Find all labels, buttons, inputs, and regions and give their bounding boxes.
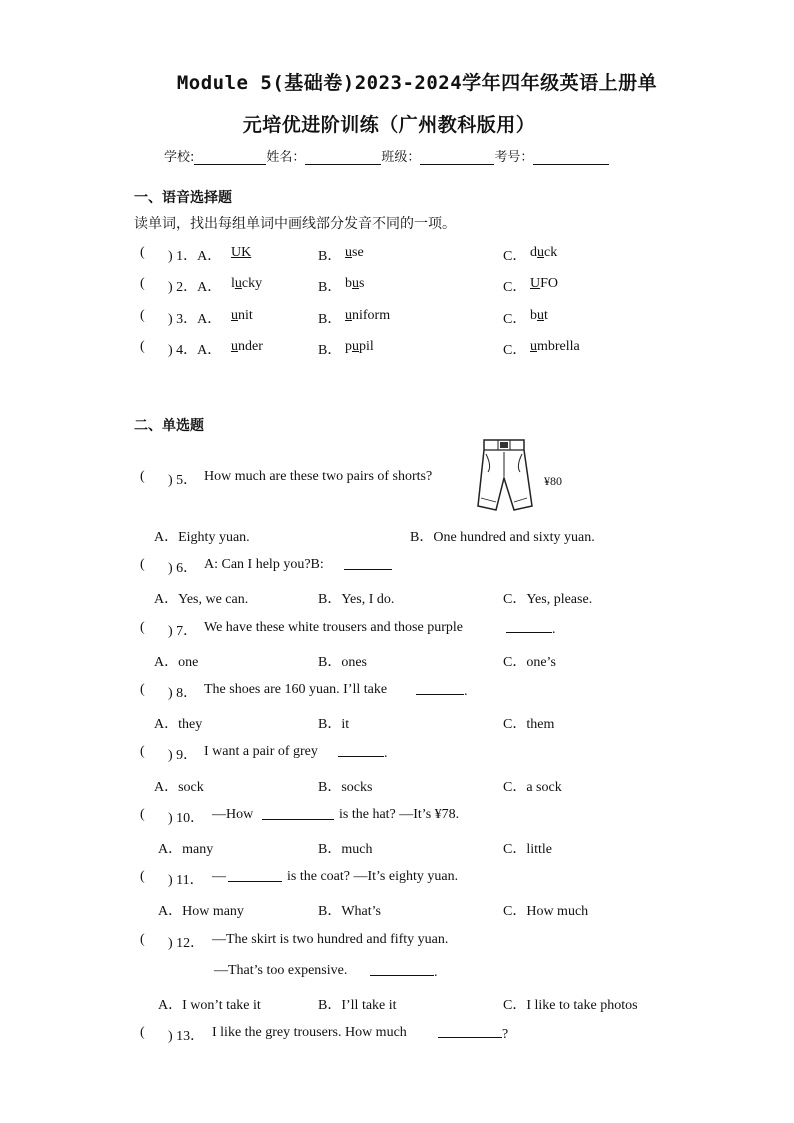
option-c[interactable]: UFO — [530, 276, 559, 291]
fill-blank[interactable] — [438, 1025, 502, 1038]
answer-paren[interactable]: ( — [140, 557, 159, 572]
answer-paren[interactable]: ( — [140, 245, 159, 260]
fill-blank[interactable] — [338, 744, 384, 757]
option-c[interactable]: C．Yes, please. — [503, 592, 593, 607]
school-label: 学校: — [164, 150, 195, 165]
question-5: ( ) 5． How much are these two pairs of shorts? — [140, 469, 433, 488]
option-c[interactable]: umbrella — [530, 339, 580, 354]
option-b[interactable]: B．Yes, I do. — [318, 592, 395, 607]
question-9-options — [0, 776, 794, 796]
option-c[interactable]: but — [530, 308, 548, 323]
answer-paren[interactable]: ( — [140, 744, 159, 759]
option-a[interactable]: A．they — [154, 717, 203, 732]
question-9: ( ) 9． I want a pair of grey . — [140, 744, 388, 763]
question-8: ( ) 8． The shoes are 160 yuan. I’ll take . — [140, 682, 468, 701]
question-13: ( ) 13． I like the grey trousers. How much ? — [140, 1025, 509, 1044]
answer-paren[interactable]: ( — [140, 932, 159, 947]
option-a[interactable]: UK — [231, 245, 252, 260]
fill-blank[interactable] — [506, 620, 552, 633]
option-b[interactable]: uniform — [345, 308, 391, 323]
option-a[interactable]: A．many — [158, 842, 214, 857]
price-label-row — [0, 474, 794, 494]
option-b[interactable]: B．it — [318, 717, 350, 732]
student-info — [164, 146, 609, 165]
section2-heading: 二、单选题 — [134, 418, 204, 434]
option-b[interactable]: B．socks — [318, 780, 373, 795]
option-a[interactable]: A．Yes, we can. — [154, 592, 249, 607]
option-a[interactable]: A．I won’t take it — [158, 998, 261, 1013]
option-b[interactable]: B．One hundred and sixty yuan. — [410, 530, 595, 545]
question-10-options — [0, 838, 794, 858]
question-10: ( ) 10． —How is the hat? —It’s ¥78. — [140, 807, 460, 826]
section1-heading: 一、语音选择题 — [134, 190, 232, 206]
answer-paren[interactable]: ( — [140, 620, 159, 635]
option-b[interactable]: B．ones — [318, 655, 367, 670]
class-blank[interactable] — [420, 150, 494, 165]
school-blank[interactable] — [194, 150, 266, 165]
option-b[interactable]: B．I’ll take it — [318, 998, 397, 1013]
option-a[interactable]: A．Eighty yuan. — [154, 530, 250, 545]
class-label: 班级： — [381, 150, 421, 165]
answer-paren[interactable]: ( — [140, 276, 159, 291]
option-c[interactable]: duck — [530, 245, 558, 260]
phonics-question: ( ) 3．A． unit B． uniform C． but — [140, 308, 548, 327]
option-c[interactable]: C．a sock — [503, 780, 562, 795]
answer-paren[interactable]: ( — [140, 339, 159, 354]
answer-paren[interactable]: ( — [140, 308, 159, 323]
section1-instruction: 读单词，找出每组单词中画线部分发音不同的一项。 — [134, 216, 456, 232]
option-a[interactable]: unit — [231, 308, 253, 323]
option-b[interactable]: use — [345, 245, 364, 260]
number-label: 考号： — [494, 150, 534, 165]
phonics-question: ( ) 1．A． UK B． use C． duck — [140, 245, 558, 264]
option-a[interactable]: A．one — [154, 655, 199, 670]
option-b[interactable]: B．much — [318, 842, 373, 857]
question-12: ( ) 12． —The skirt is two hundred and fifty yuan. — [140, 932, 449, 951]
question-12-line2: —That’s too expensive. . — [214, 963, 438, 980]
question-11: ( ) 11． — is the coat? —It’s eighty yuan. — [140, 869, 459, 888]
fill-blank[interactable] — [228, 869, 282, 882]
question-8-options — [0, 713, 794, 733]
question-11-options — [0, 900, 794, 920]
answer-paren[interactable]: ( — [140, 807, 159, 822]
option-c[interactable]: C．How much — [503, 904, 589, 919]
answer-paren[interactable]: ( — [140, 469, 159, 484]
question-7-options — [0, 651, 794, 671]
answer-paren[interactable]: ( — [140, 1025, 159, 1040]
page-title-line1: Module 5(基础卷)2023-2024学年四年级英语上册单 — [176, 72, 658, 94]
phonics-question: ( ) 4．A． under B． pupil C． umbrella — [140, 339, 580, 358]
question-5-options — [0, 526, 794, 546]
name-label: 姓名： — [266, 150, 306, 165]
name-blank[interactable] — [305, 150, 381, 165]
question-6: ( ) 6． A: Can I help you?B: — [0, 557, 794, 577]
option-a[interactable]: lucky — [231, 276, 263, 291]
price-label: ¥80 — [544, 474, 562, 488]
fill-blank[interactable] — [344, 557, 392, 570]
question-12-options — [0, 994, 794, 1014]
option-b[interactable]: pupil — [345, 339, 374, 354]
option-b[interactable]: B．What’s — [318, 904, 381, 919]
question-7: ( ) 7． We have these white trousers and those purple . — [140, 620, 556, 639]
question-6-options — [0, 588, 794, 608]
option-a[interactable]: A．How many — [158, 904, 244, 919]
phonics-question: ( ) 2．A． lucky B． bus C． UFO — [140, 276, 559, 295]
option-a[interactable]: A．sock — [154, 780, 204, 795]
page-title-line2: 元培优进阶训练（广州教科版用） — [242, 114, 536, 136]
answer-paren[interactable]: ( — [140, 682, 159, 697]
option-b[interactable]: bus — [345, 276, 365, 291]
answer-paren[interactable]: ( — [140, 869, 159, 884]
fill-blank[interactable] — [370, 963, 434, 976]
number-blank[interactable] — [533, 150, 609, 165]
option-c[interactable]: C．one’s — [503, 655, 556, 670]
fill-blank[interactable] — [416, 682, 464, 695]
option-a[interactable]: under — [231, 339, 263, 354]
option-c[interactable]: C．little — [503, 842, 552, 857]
option-c[interactable]: C．them — [503, 717, 555, 732]
option-c[interactable]: C．I like to take photos — [503, 998, 638, 1013]
fill-blank[interactable] — [262, 807, 334, 820]
